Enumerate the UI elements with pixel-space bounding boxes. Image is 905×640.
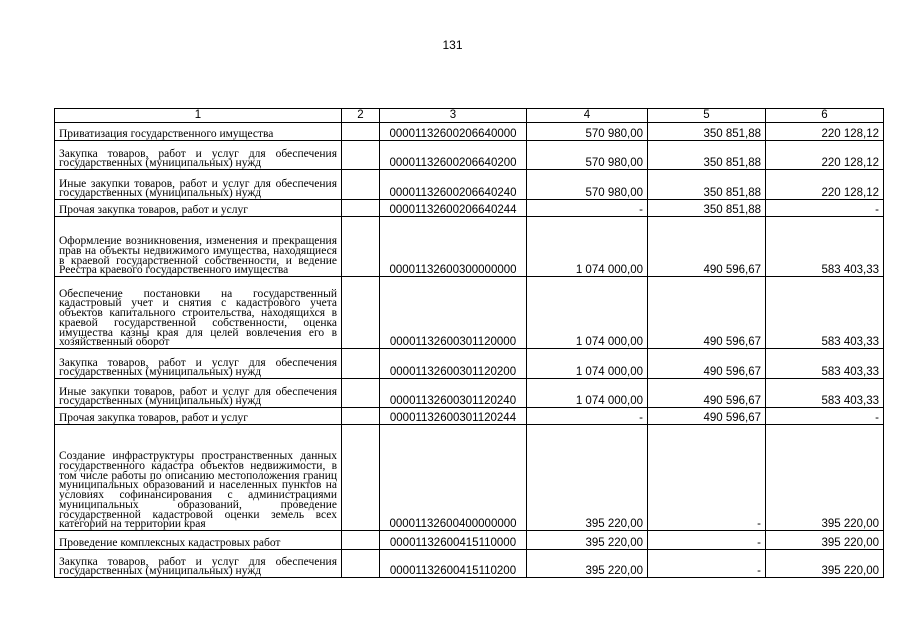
row-name: Закупка товаров, работ и услуг для обеспечения государственных (муниципальных) нужд (55, 349, 342, 379)
table-row (55, 217, 884, 277)
table-row (55, 123, 884, 141)
row-code: 00001132600301120000 (380, 277, 527, 349)
row-col5: 490 596,67 (648, 349, 766, 379)
row-col5: - (648, 531, 766, 550)
col-header-5: 5 (648, 109, 766, 123)
row-code: 00001132600301120244 (380, 408, 527, 425)
table-row (55, 550, 884, 578)
row-col6: 220 128,12 (766, 170, 884, 200)
table-row (55, 531, 884, 550)
budget-table (54, 108, 884, 578)
row-col5: - (648, 425, 766, 531)
row-col4: 1 074 000,00 (527, 277, 648, 349)
row-col5: 350 851,88 (648, 200, 766, 217)
row-col2 (342, 123, 380, 141)
row-col2 (342, 200, 380, 217)
row-col2 (342, 141, 380, 170)
row-name: Оформление возникновения, изменения и прекращения прав на объекты недвижимого имущества, находящиеся в краевой государственной собственности, и ведение Реестра краевого государственного имущества (55, 217, 342, 277)
row-code: 00001132600206640200 (380, 141, 527, 170)
row-name: Прочая закупка товаров, работ и услуг (55, 408, 342, 425)
row-col6: 583 403,33 (766, 349, 884, 379)
row-col2 (342, 531, 380, 550)
row-code: 00001132600300000000 (380, 217, 527, 277)
row-code: 00001132600206640244 (380, 200, 527, 217)
row-name: Обеспечение постановки на государственный кадастровый учет и снятия с кадастрового учета объектов капитального строительства, находящихся в краевой государственной собственности, оценка имущества казны края для целей вовлечения его в хозяйственный оборот (55, 277, 342, 349)
row-col2 (342, 170, 380, 200)
header-row (55, 109, 884, 123)
row-col6: - (766, 200, 884, 217)
row-col4: 570 980,00 (527, 170, 648, 200)
row-col6: 583 403,33 (766, 277, 884, 349)
row-col2 (342, 349, 380, 379)
row-col2 (342, 408, 380, 425)
table-row (55, 141, 884, 170)
row-code: 00001132600301120240 (380, 379, 527, 408)
col-header-1: 1 (55, 109, 342, 123)
table-row (55, 277, 884, 349)
row-col2 (342, 379, 380, 408)
row-code: 00001132600206640240 (380, 170, 527, 200)
row-col6: 220 128,12 (766, 141, 884, 170)
col-header-3: 3 (380, 109, 527, 123)
row-code: 00001132600400000000 (380, 425, 527, 531)
table-row (55, 425, 884, 531)
col-header-2: 2 (342, 109, 380, 123)
row-col6: 583 403,33 (766, 379, 884, 408)
row-name: Прочая закупка товаров, работ и услуг (55, 200, 342, 217)
row-col2 (342, 550, 380, 578)
row-col4: 1 074 000,00 (527, 379, 648, 408)
row-col6: 583 403,33 (766, 217, 884, 277)
row-name: Иные закупки товаров, работ и услуг для обеспечения государственных (муниципальных) нужд (55, 379, 342, 408)
row-col5: 490 596,67 (648, 277, 766, 349)
row-col2 (342, 277, 380, 349)
row-col4: 570 980,00 (527, 141, 648, 170)
row-code: 00001132600301120200 (380, 349, 527, 379)
row-col6: - (766, 408, 884, 425)
row-col5: 490 596,67 (648, 408, 766, 425)
row-col6: 395 220,00 (766, 550, 884, 578)
page-number: 131 (442, 38, 463, 52)
table-row (55, 379, 884, 408)
table-row (55, 200, 884, 217)
row-name: Создание инфраструктуры пространственных данных государственного кадастра объектов недвижимости, в том числе работы по описанию местоположения границ муниципальных образований и населенных пунктов на условиях софинансирования с администрациями муниципальных образований, проведение государственной кадастровой оценки земель всех категорий на территории края (55, 425, 342, 531)
row-col6: 395 220,00 (766, 425, 884, 531)
row-code: 00001132600206640000 (380, 123, 527, 141)
row-col4: 1 074 000,00 (527, 349, 648, 379)
row-code: 00001132600415110000 (380, 531, 527, 550)
row-name: Приватизация государственного имущества (55, 123, 342, 141)
table-row (55, 170, 884, 200)
row-col5: 350 851,88 (648, 123, 766, 141)
row-col4: 395 220,00 (527, 531, 648, 550)
row-name: Иные закупки товаров, работ и услуг для обеспечения государственных (муниципальных) нужд (55, 170, 342, 200)
row-col5: 490 596,67 (648, 379, 766, 408)
row-col5: 350 851,88 (648, 141, 766, 170)
row-col2 (342, 425, 380, 531)
row-name: Проведение комплексных кадастровых работ (55, 531, 342, 550)
col-header-4: 4 (527, 109, 648, 123)
row-col6: 220 128,12 (766, 123, 884, 141)
table-row (55, 349, 884, 379)
row-col5: 350 851,88 (648, 170, 766, 200)
col-header-6: 6 (766, 109, 884, 123)
table-row (55, 408, 884, 425)
row-col4: 395 220,00 (527, 425, 648, 531)
row-col4: 570 980,00 (527, 123, 648, 141)
row-col5: - (648, 550, 766, 578)
row-col5: 490 596,67 (648, 217, 766, 277)
row-col6: 395 220,00 (766, 531, 884, 550)
row-col4: - (527, 200, 648, 217)
row-col2 (342, 217, 380, 277)
row-name: Закупка товаров, работ и услуг для обеспечения государственных (муниципальных) нужд (55, 550, 342, 578)
row-col4: 1 074 000,00 (527, 217, 648, 277)
row-col4: 395 220,00 (527, 550, 648, 578)
row-code: 00001132600415110200 (380, 550, 527, 578)
row-col4: - (527, 408, 648, 425)
row-name: Закупка товаров, работ и услуг для обеспечения государственных (муниципальных) нужд (55, 141, 342, 170)
